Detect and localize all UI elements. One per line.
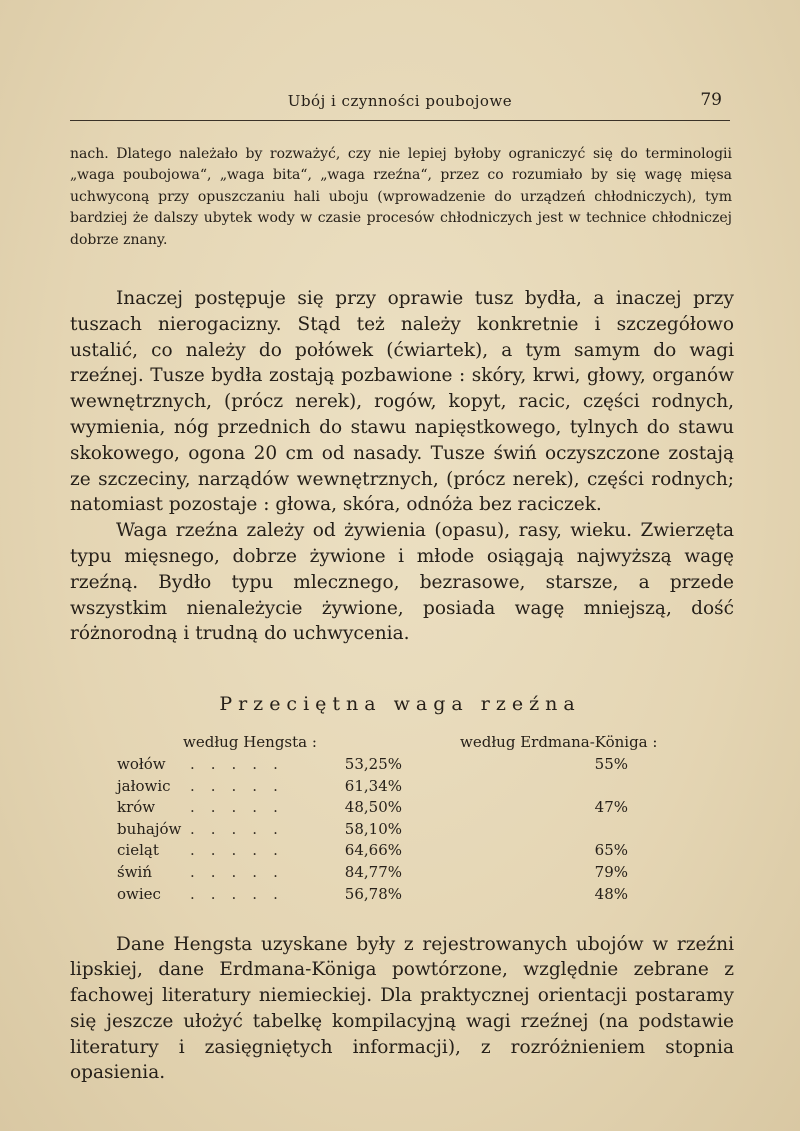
animal-name: buhajów bbox=[117, 819, 182, 838]
main-text bbox=[70, 286, 734, 647]
paragraph-slaughter-weight: Waga rzeźna zależy od żywienia (opasu), rasy, wieku. Zwierzęta typu mięsnego, dobrze żywione i młode osiągają najwyższą wagę rzeźną. Bydło typu mlecznego, bezrasowe, starsze, a przede wszystkim nienależycie żywione, posiada wagę mniejszą, dość różnorodną i trudną do uchwycenia. bbox=[70, 520, 734, 645]
erdmann-value: 48% bbox=[594, 884, 628, 903]
leader-dots: ..... bbox=[190, 862, 294, 881]
intro-paragraph bbox=[70, 144, 732, 251]
erdmann-value: 47% bbox=[594, 798, 628, 817]
column-header-hengst: według Hengsta : bbox=[183, 733, 317, 751]
running-header bbox=[70, 92, 730, 121]
leader-dots: ..... bbox=[190, 798, 294, 817]
table-title: Przeciętna waga rzeźna bbox=[219, 693, 581, 715]
animal-name: świń bbox=[117, 862, 152, 881]
leader-dots: ..... bbox=[190, 841, 294, 860]
leader-dots: ..... bbox=[190, 819, 294, 838]
table-row bbox=[0, 798, 800, 820]
hengst-value: 56,78% bbox=[344, 884, 402, 903]
table-row bbox=[0, 885, 800, 907]
final-paragraph bbox=[70, 913, 734, 1105]
final-text: Dane Hengsta uzyskane były z rejestrowanych ubojów w rzeźni lipskiej, dane Erdmana-Königa powtórzone, względnie zebrane z fachowej literatury niemieckiej. Dla praktycznej orientacji postaramy się jeszcze ułożyć tabelkę kompilacyjną wagi rzeźnej (na podstawie literatury i zasięgniętych informacji), z rozróżnieniem stopnia opasienia. bbox=[70, 933, 734, 1084]
paragraph-carcass-dressing: Inaczej postępuje się przy oprawie tusz bydła, a inaczej przy tuszach nierogacizny. Stąd też należy konkretnie i szczegółowo ustalić, co należy do połówek (ćwiartek), a tym samym do wagi rzeźnej. Tusze bydła zostają pozbawione : skóry, krwi, głowy, organów wewnętrznych, (prócz nerek), rogów, kopyt, racic, części rodnych, wymienia, nóg przednich do stawu napięstkowego, tylnych do stawu skokowego, ogona 20 cm od nasady. Tusze świń oczyszczone zostają ze szczeciny, narządów wewnętrznych, (prócz nerek), części rodnych; natomiast pozostaje : głowa, skóra, odnóża bez raciczek. bbox=[70, 288, 734, 516]
header-title: Ubój i czynności poubojowe bbox=[287, 92, 513, 110]
table-row bbox=[0, 820, 800, 842]
hengst-value: 53,25% bbox=[344, 755, 402, 773]
table-row bbox=[0, 841, 800, 863]
erdmann-value: 79% bbox=[594, 862, 628, 881]
animal-name: wołów bbox=[117, 755, 166, 773]
leader-dots: ..... bbox=[190, 884, 294, 903]
animal-name: jałowic bbox=[117, 776, 171, 795]
animal-name: owiec bbox=[117, 884, 161, 903]
hengst-value: 64,66% bbox=[344, 841, 402, 860]
table-row bbox=[0, 777, 800, 799]
leader-dots: ..... bbox=[190, 755, 294, 773]
animal-name: krów bbox=[117, 798, 156, 817]
weight-table bbox=[0, 755, 800, 906]
column-header-erdmann-konig: według Erdmana-Königa : bbox=[460, 733, 658, 751]
hengst-value: 84,77% bbox=[344, 862, 402, 881]
page-number: 79 bbox=[700, 90, 722, 110]
erdmann-value: 65% bbox=[594, 841, 628, 860]
leader-dots: ..... bbox=[190, 776, 294, 795]
table-row bbox=[0, 863, 800, 885]
intro-text: nach. Dlatego należało by rozważyć, czy nie lepiej byłoby ograniczyć się do terminologii „waga poubojowa“, „waga bita“, „waga rzeźna“, przez co rozumiało by się wagę mięsa uchwyconą przy opuszczaniu hali uboju (wprowadzenie do urządzeń chłodniczych), tym bardziej że dalszy ubytek wody w czasie procesów chłodniczych jest w technice chłodniczej dobrze znany. bbox=[70, 146, 732, 248]
hengst-value: 48,50% bbox=[344, 798, 402, 817]
hengst-value: 58,10% bbox=[344, 819, 402, 838]
animal-name: cieląt bbox=[117, 841, 159, 860]
erdmann-value: 55% bbox=[594, 755, 628, 773]
hengst-value: 61,34% bbox=[344, 776, 402, 795]
table-row bbox=[0, 755, 800, 777]
